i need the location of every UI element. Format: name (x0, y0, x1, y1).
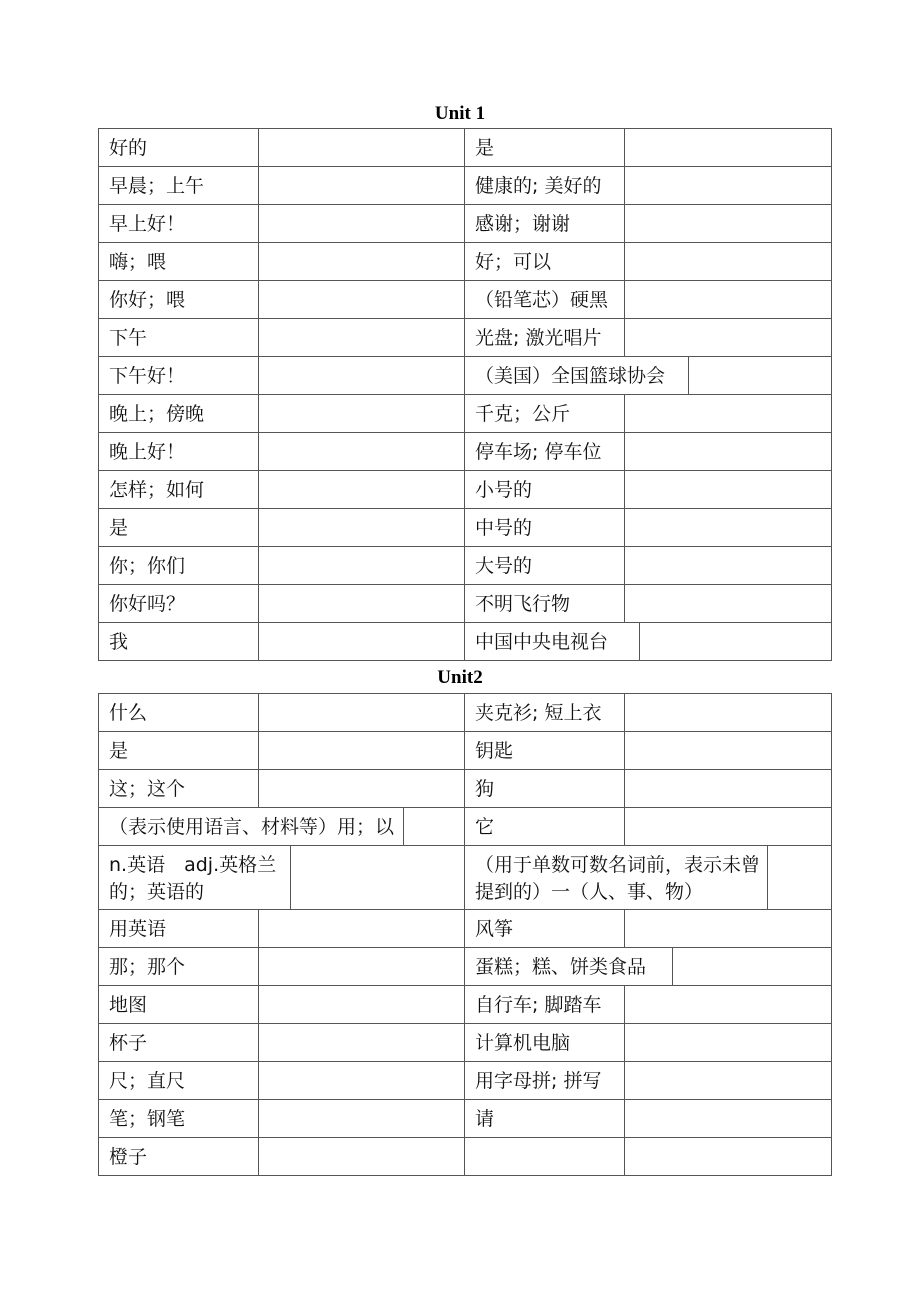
answer-blank-cell[interactable] (258, 693, 465, 732)
answer-blank-cell[interactable] (403, 807, 465, 846)
chinese-term-cell: 千克；公斤 (464, 394, 625, 433)
chinese-term-cell: 晚上好！ (98, 432, 259, 471)
chinese-term-cell: 笔；钢笔 (98, 1099, 259, 1138)
chinese-term-cell: 早上好！ (98, 204, 259, 243)
chinese-term-cell: 你好吗？ (98, 584, 259, 623)
answer-blank-cell[interactable] (624, 909, 832, 948)
chinese-term-cell: 这；这个 (98, 769, 259, 808)
answer-blank-cell[interactable] (258, 769, 465, 808)
answer-blank-cell[interactable] (624, 508, 832, 547)
chinese-term-cell: 杯子 (98, 1023, 259, 1062)
answer-blank-cell[interactable] (258, 128, 465, 167)
answer-blank-cell[interactable] (258, 584, 465, 623)
answer-blank-cell[interactable] (258, 508, 465, 547)
chinese-term-cell: 是 (464, 128, 625, 167)
chinese-term-cell: 好；可以 (464, 242, 625, 281)
chinese-term-cell: 感谢；谢谢 (464, 204, 625, 243)
chinese-term-cell: 橙子 (98, 1137, 259, 1176)
chinese-term-cell: 自行车; 脚踏车 (464, 985, 625, 1024)
chinese-term-cell: 是 (98, 508, 259, 547)
chinese-term-cell: 计算机电脑 (464, 1023, 625, 1062)
chinese-term-cell: 晚上；傍晚 (98, 394, 259, 433)
answer-blank-cell[interactable] (672, 947, 832, 986)
answer-blank-cell[interactable] (258, 985, 465, 1024)
answer-blank-cell[interactable] (624, 807, 832, 846)
chinese-term-cell: （美国）全国篮球协会 (464, 356, 689, 395)
chinese-term-cell: 它 (464, 807, 625, 846)
answer-blank-cell[interactable] (624, 432, 832, 471)
answer-blank-cell[interactable] (258, 318, 465, 357)
answer-blank-cell[interactable] (258, 470, 465, 509)
answer-blank-cell[interactable] (258, 356, 465, 395)
chinese-term-cell: 中国中央电视台 (464, 622, 640, 661)
answer-blank-cell[interactable] (258, 204, 465, 243)
answer-blank-cell[interactable] (624, 546, 832, 585)
answer-blank-cell[interactable] (258, 166, 465, 205)
answer-blank-cell[interactable] (624, 731, 832, 770)
chinese-term-cell: 地图 (98, 985, 259, 1024)
chinese-term-cell: （用于单数可数名词前，表示未曾提到的）一（人、事、物） (464, 845, 768, 910)
answer-blank-cell[interactable] (258, 1099, 465, 1138)
answer-blank-cell[interactable] (624, 693, 832, 732)
chinese-term-cell: 钥匙 (464, 731, 625, 770)
answer-blank-cell[interactable] (258, 731, 465, 770)
chinese-term-cell: 小号的 (464, 470, 625, 509)
answer-blank-cell[interactable] (624, 1023, 832, 1062)
chinese-term-cell: （表示使用语言、材料等）用；以 (98, 807, 404, 846)
chinese-term-cell: 停车场; 停车位 (464, 432, 625, 471)
unit-1-title: Unit 1 (434, 103, 486, 124)
answer-blank-cell[interactable] (258, 947, 465, 986)
chinese-term-cell: 用英语 (98, 909, 259, 948)
chinese-term-cell: 夹克衫; 短上衣 (464, 693, 625, 732)
chinese-term-cell: 什么 (98, 693, 259, 732)
answer-blank-cell[interactable] (624, 204, 832, 243)
answer-blank-cell[interactable] (624, 1061, 832, 1100)
unit-2-title: Unit2 (437, 667, 483, 688)
chinese-term-cell: 怎样；如何 (98, 470, 259, 509)
answer-blank-cell[interactable] (258, 1061, 465, 1100)
chinese-term-cell: 你；你们 (98, 546, 259, 585)
chinese-term-cell: 好的 (98, 128, 259, 167)
chinese-term-cell: 我 (98, 622, 259, 661)
answer-blank-cell[interactable] (624, 394, 832, 433)
answer-blank-cell[interactable] (624, 280, 832, 319)
chinese-term-cell: 蛋糕；糕、饼类食品 (464, 947, 673, 986)
answer-blank-cell[interactable] (624, 769, 832, 808)
chinese-term-cell: 中号的 (464, 508, 625, 547)
answer-blank-cell[interactable] (258, 1023, 465, 1062)
chinese-term-cell: 那；那个 (98, 947, 259, 986)
answer-blank-cell[interactable] (624, 1137, 832, 1176)
answer-blank-cell[interactable] (258, 1137, 465, 1176)
chinese-term-cell: 健康的; 美好的 (464, 166, 625, 205)
answer-blank-cell[interactable] (624, 128, 832, 167)
chinese-term-cell: 下午好！ (98, 356, 259, 395)
chinese-term-cell: n.英语 adj.英格兰的；英语的 (98, 845, 291, 910)
answer-blank-cell[interactable] (258, 622, 465, 661)
answer-blank-cell[interactable] (290, 845, 465, 910)
chinese-term-cell: 大号的 (464, 546, 625, 585)
answer-blank-cell[interactable] (258, 242, 465, 281)
answer-blank-cell[interactable] (258, 280, 465, 319)
chinese-term-cell: 请 (464, 1099, 625, 1138)
answer-blank-cell[interactable] (624, 318, 832, 357)
answer-blank-cell[interactable] (624, 470, 832, 509)
answer-blank-cell[interactable] (258, 394, 465, 433)
answer-blank-cell[interactable] (624, 166, 832, 205)
chinese-term-cell: 是 (98, 731, 259, 770)
chinese-term-cell: （铅笔芯）硬黑 (464, 280, 625, 319)
answer-blank-cell[interactable] (258, 909, 465, 948)
chinese-term-cell: 狗 (464, 769, 625, 808)
answer-blank-cell[interactable] (624, 584, 832, 623)
answer-blank-cell[interactable] (258, 546, 465, 585)
chinese-term-cell: 你好；喂 (98, 280, 259, 319)
answer-blank-cell[interactable] (624, 985, 832, 1024)
chinese-term-cell: 不明飞行物 (464, 584, 625, 623)
answer-blank-cell[interactable] (688, 356, 832, 395)
chinese-term-cell (464, 1137, 625, 1176)
answer-blank-cell[interactable] (639, 622, 832, 661)
chinese-term-cell: 早晨；上午 (98, 166, 259, 205)
chinese-term-cell: 用字母拼; 拼写 (464, 1061, 625, 1100)
chinese-term-cell: 下午 (98, 318, 259, 357)
chinese-term-cell: 光盘; 激光唱片 (464, 318, 625, 357)
chinese-term-cell: 嗨；喂 (98, 242, 259, 281)
answer-blank-cell[interactable] (767, 845, 832, 910)
answer-blank-cell[interactable] (624, 242, 832, 281)
chinese-term-cell: 风筝 (464, 909, 625, 948)
answer-blank-cell[interactable] (258, 432, 465, 471)
answer-blank-cell[interactable] (624, 1099, 832, 1138)
chinese-term-cell: 尺；直尺 (98, 1061, 259, 1100)
